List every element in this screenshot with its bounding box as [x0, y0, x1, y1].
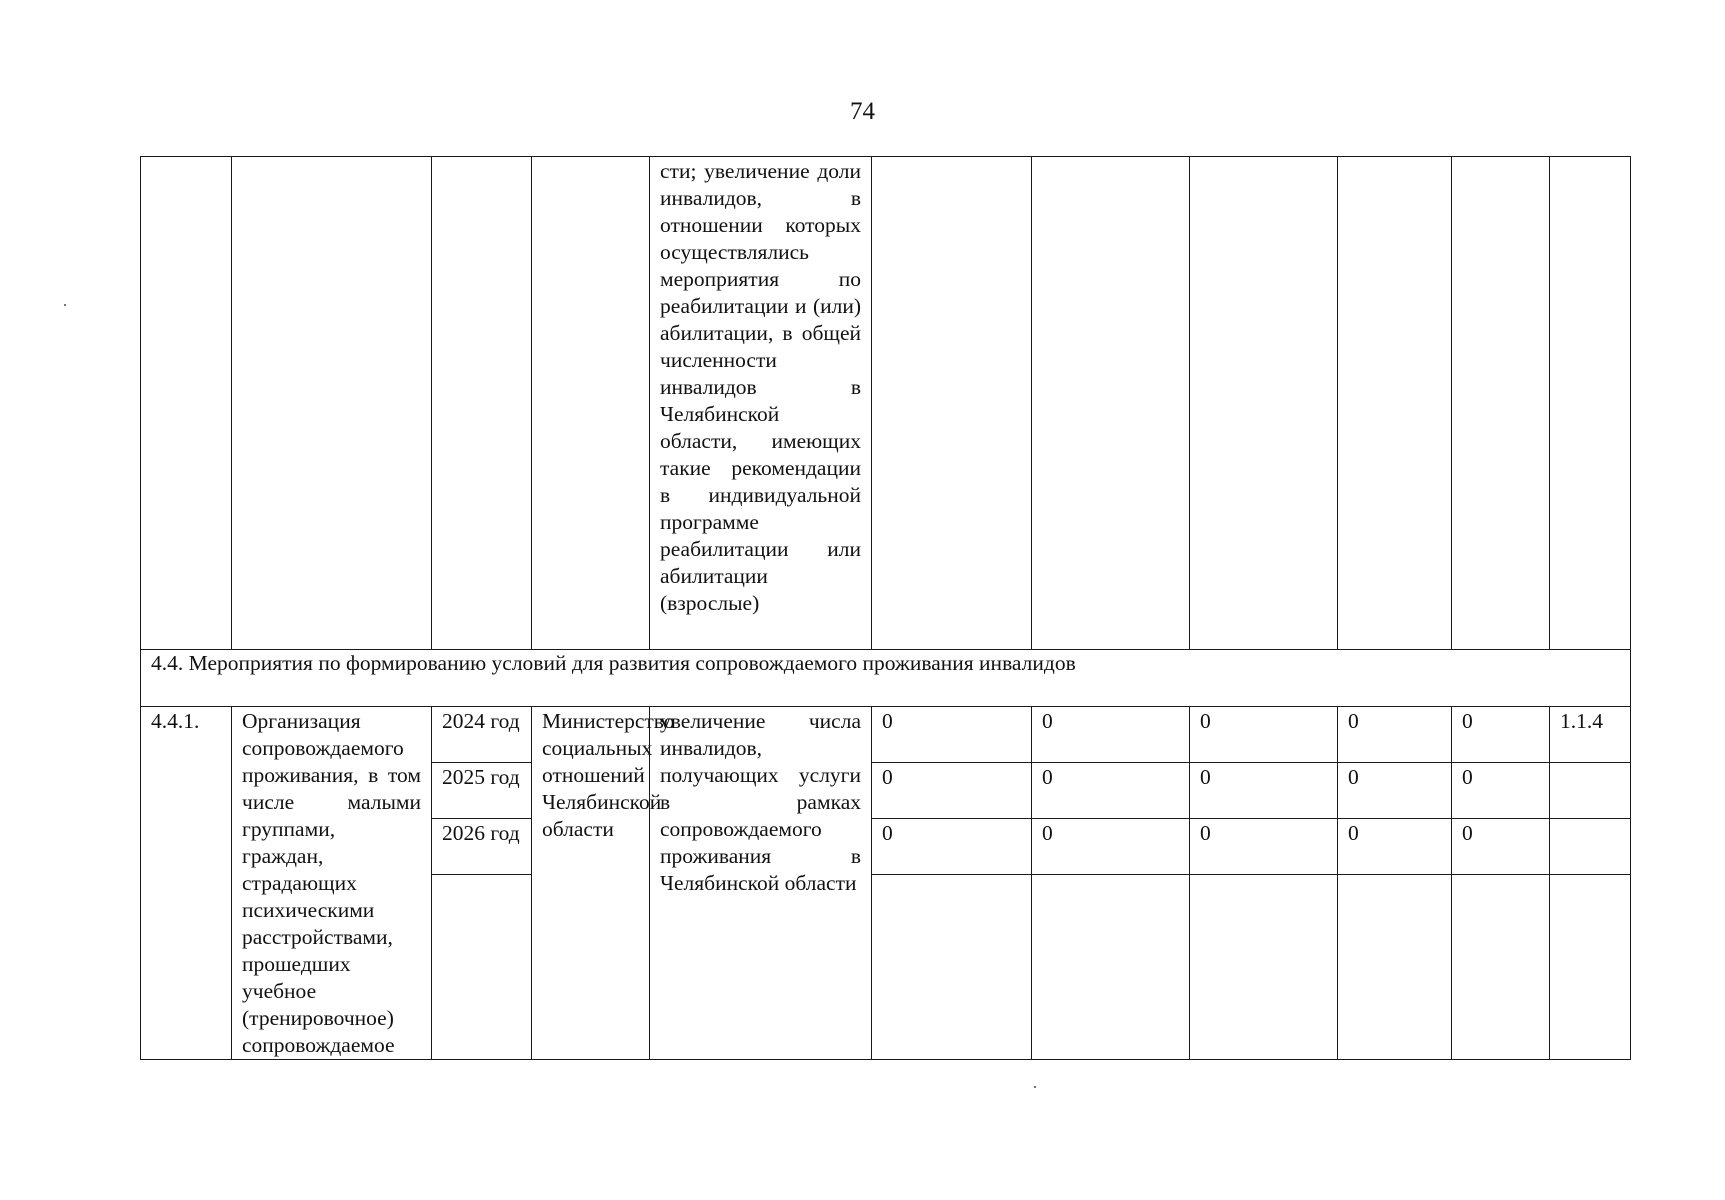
value-blank [1032, 875, 1189, 1059]
table-row-continued [141, 157, 1631, 650]
value-2025: 0 [1190, 763, 1337, 819]
table-cell-empty [232, 157, 432, 650]
year-2025: 2025 год [432, 763, 531, 819]
program-measures-table [140, 156, 1631, 1060]
value-2024: 0 [1452, 707, 1549, 763]
table-cell-empty [872, 157, 1032, 650]
value-2025: 0 [872, 763, 1031, 819]
table-cell-value-col-3 [1190, 707, 1338, 1060]
item-name: Организация сопровождаемого проживания, в том числе малыми группами, граждан, страдающих психическими расстройствами, прошедших учебное (тренировочное) сопровождаемое [242, 709, 421, 1057]
item-number: 4.4.1. [151, 709, 200, 733]
table-cell-name [232, 707, 432, 1060]
table-cell-empty [1550, 157, 1631, 650]
table-cell-indicator [650, 157, 872, 650]
table-cell-value-col-4 [1338, 707, 1452, 1060]
table-cell-years [432, 707, 532, 1060]
value-2026: 0 [872, 819, 1031, 875]
scan-speck [1034, 1086, 1036, 1088]
table-cell-empty [1338, 157, 1452, 650]
table-row-section [141, 650, 1631, 707]
table-cell-number [141, 707, 232, 1060]
value-2024: 0 [1032, 707, 1189, 763]
year-2026: 2026 год [432, 819, 531, 875]
link-code: 1.1.4 [1550, 707, 1630, 763]
value-2024: 0 [872, 707, 1031, 763]
link-code-blank [1550, 875, 1630, 1059]
table-cell-indicator [650, 707, 872, 1060]
year-blank [432, 875, 531, 1059]
value-2026: 0 [1338, 819, 1451, 875]
year-2024: 2024 год [432, 707, 531, 763]
value-2026: 0 [1032, 819, 1189, 875]
value-2024: 0 [1338, 707, 1451, 763]
table-cell-value-col-5 [1452, 707, 1550, 1060]
table-cell-executor [532, 707, 675, 1060]
value-blank [1338, 875, 1451, 1059]
scan-speck [64, 304, 66, 306]
value-blank [1190, 875, 1337, 1059]
item-indicator: увеличение числа инвалидов, получающих услуги в рамках сопровождаемого проживания в Челябинской области [660, 709, 861, 895]
section-header-cell [141, 650, 1631, 707]
link-code-blank [1550, 819, 1630, 875]
value-blank [872, 875, 1031, 1059]
table-cell-empty [1452, 157, 1550, 650]
page-number: 74 [850, 98, 875, 125]
table-cell-value-col-1 [872, 707, 1032, 1060]
value-2026: 0 [1452, 819, 1549, 875]
section-title: 4.4. Мероприятия по формированию условий для развития сопровождаемого проживания инвалидов [151, 651, 1076, 675]
table-cell-value-col-2 [1032, 707, 1190, 1060]
value-2025: 0 [1452, 763, 1549, 819]
indicator-text: сти; увеличение доли инвалидов, в отношении которых осуществлялись мероприятия по реабилитации и (или) абилитации, в общей численности инвалидов в Челябинской области, имеющих такие рекомендации в индивидуальной программе реабилитации или абилитации (взрослые) [660, 159, 861, 615]
table-row-item [141, 707, 1631, 1060]
table-cell-empty [532, 157, 650, 650]
value-2024: 0 [1190, 707, 1337, 763]
value-2026: 0 [1190, 819, 1337, 875]
table-cell-empty [1032, 157, 1190, 650]
value-blank [1452, 875, 1549, 1059]
table-cell-empty [1190, 157, 1338, 650]
table-cell-empty [432, 157, 532, 650]
table-cell-link-code [1550, 707, 1631, 1060]
table-cell-empty [141, 157, 232, 650]
value-2025: 0 [1032, 763, 1189, 819]
value-2025: 0 [1338, 763, 1451, 819]
link-code-blank [1550, 763, 1630, 819]
item-executor: Министерство социальных отношений Челябинской области [542, 709, 675, 841]
